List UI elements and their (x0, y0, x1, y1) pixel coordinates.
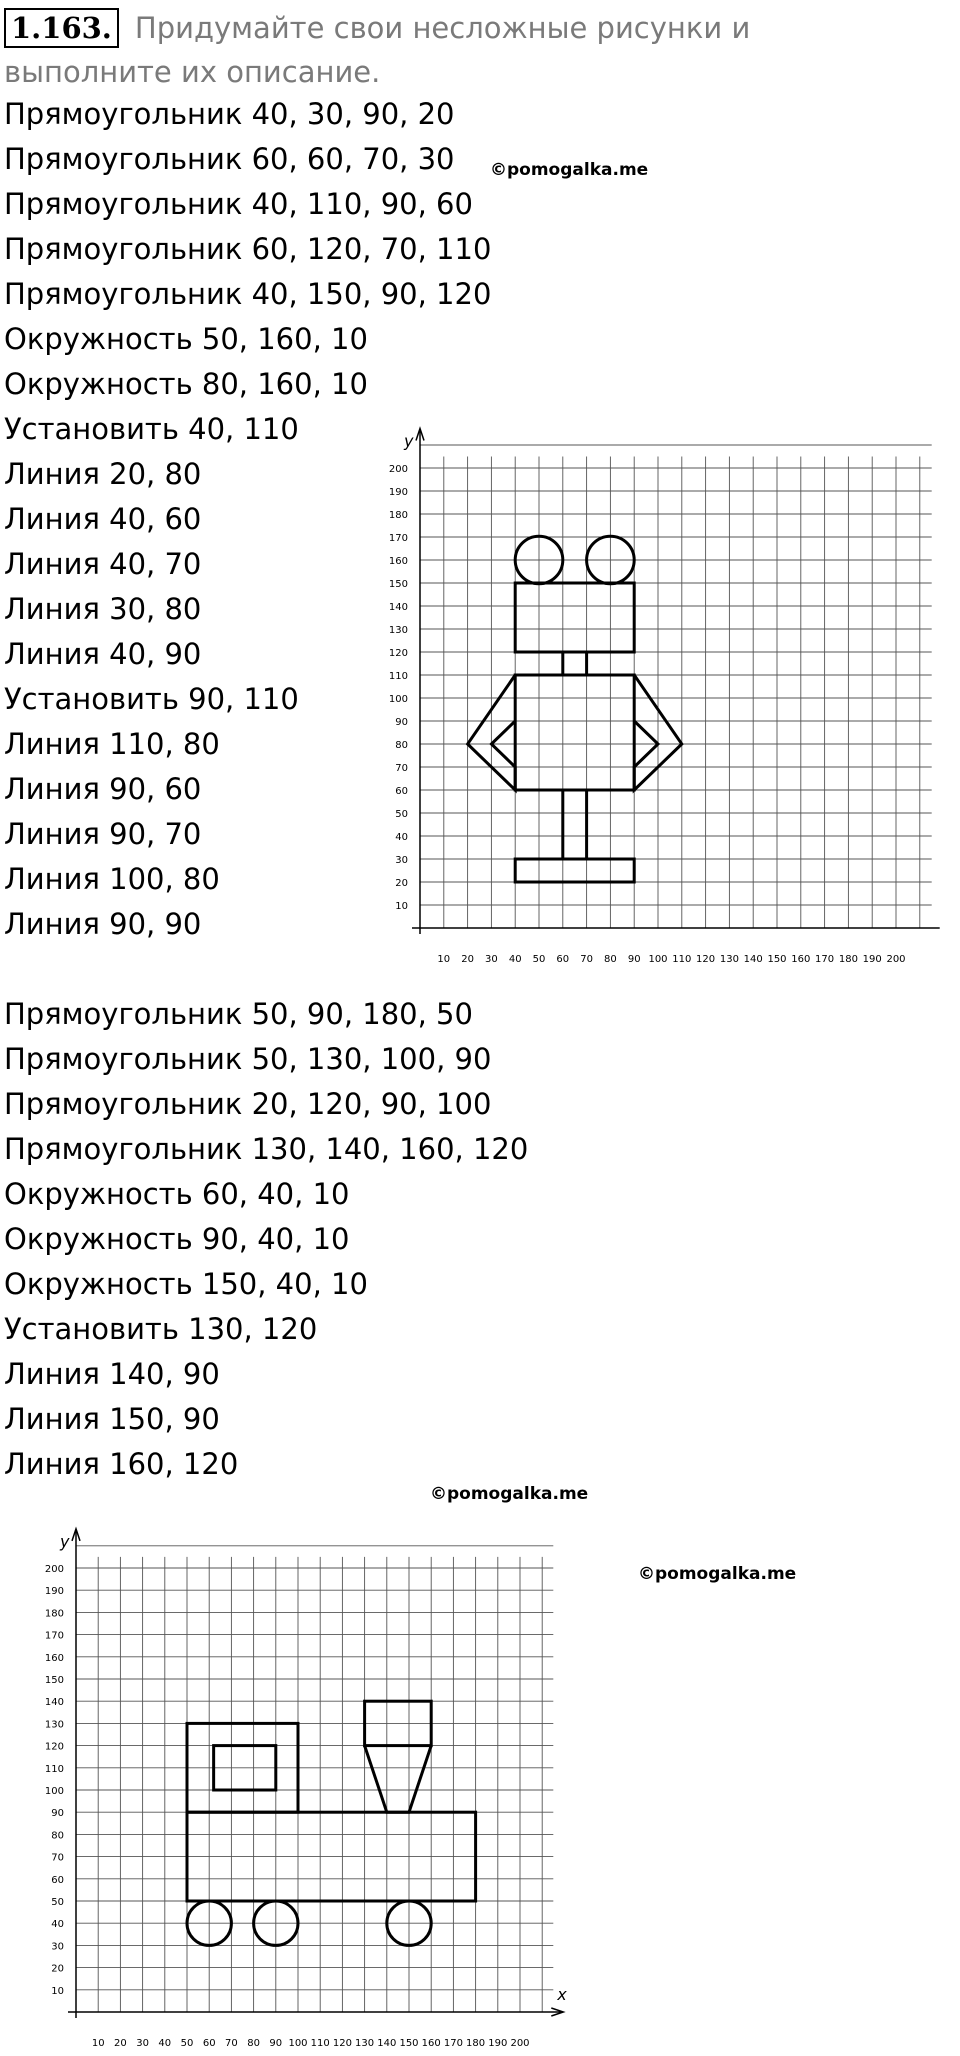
command-line: Линия 150, 90 (4, 1402, 220, 1436)
x-tick-label: 170 (443, 2038, 463, 2049)
y-tick-label: 190 (388, 487, 408, 498)
y-tick-label: 70 (395, 763, 408, 774)
rectangle-shape (515, 675, 634, 790)
x-tick-label: 90 (627, 954, 641, 965)
command-line: Прямоугольник 40, 30, 90, 20 (4, 97, 455, 131)
x-tick-label: 140 (377, 2038, 397, 2049)
y-tick-label: 20 (51, 1963, 64, 1975)
rectangle-shape (563, 790, 587, 859)
y-tick-label: 190 (44, 1586, 64, 1598)
x-tick-label: 150 (399, 2038, 419, 2049)
x-tick-label: 190 (862, 954, 882, 965)
command-line: Линия 30, 80 (4, 592, 202, 626)
y-tick-label: 130 (388, 625, 408, 636)
x-axis-label: x (557, 1985, 567, 2004)
x-tick-label: 110 (672, 954, 692, 965)
x-tick-label: 70 (225, 2038, 238, 2049)
x-tick-label: 190 (488, 2038, 508, 2049)
command-line: Окружность 50, 160, 10 (4, 322, 368, 356)
train-command-list (4, 992, 528, 1487)
y-tick-label: 40 (51, 1919, 64, 1931)
y-axis-label: y (60, 1531, 70, 1551)
command-line: Установить 40, 110 (4, 412, 299, 446)
x-tick-label: 20 (461, 954, 474, 965)
y-tick-label: 80 (395, 740, 408, 751)
command-line: Линия 40, 90 (4, 637, 202, 671)
x-tick-label: 120 (332, 2038, 352, 2049)
y-tick-label: 180 (388, 510, 408, 521)
x-tick-label: 160 (791, 954, 811, 965)
x-tick-label: 130 (719, 954, 739, 965)
y-tick-label: 170 (388, 533, 408, 544)
x-tick-label: 60 (202, 2038, 216, 2049)
x-tick-label: 80 (604, 954, 617, 965)
command-line: Линия 140, 90 (4, 1357, 220, 1391)
y-tick-label: 20 (395, 878, 408, 889)
task-text-line-1: Придумайте свои несложные рисунки и (134, 11, 751, 45)
y-tick-label: 70 (51, 1852, 64, 1864)
x-tick-label: 60 (556, 954, 570, 965)
task-number: 1.163. (4, 8, 119, 48)
command-line: Прямоугольник 50, 90, 180, 50 (4, 997, 473, 1031)
x-tick-label: 80 (247, 2038, 260, 2049)
command-line: Линия 40, 70 (4, 547, 202, 581)
command-line: Линия 20, 80 (4, 457, 202, 491)
x-tick-label: 40 (158, 2038, 172, 2049)
robot-figure (340, 418, 960, 974)
y-tick-label: 180 (44, 1608, 64, 1620)
y-tick-label: 50 (51, 1897, 64, 1908)
y-tick-label: 200 (44, 1564, 64, 1575)
command-line: Прямоугольник 60, 120, 70, 110 (4, 232, 492, 266)
watermark: ©pomogalka.me (430, 1484, 589, 1504)
y-tick-label: 150 (388, 579, 408, 590)
watermark: ©pomogalka.me (490, 160, 649, 180)
y-tick-label: 160 (44, 1652, 64, 1664)
y-tick-label: 120 (44, 1741, 64, 1753)
rectangle-shape (563, 652, 587, 675)
rectangle-shape (515, 583, 634, 652)
command-line: Окружность 60, 40, 10 (4, 1177, 350, 1211)
x-tick-label: 150 (767, 954, 787, 965)
y-tick-label: 60 (395, 786, 408, 797)
command-line: Прямоугольник 50, 130, 100, 90 (4, 1042, 492, 1076)
y-tick-label: 10 (395, 901, 408, 912)
y-tick-label: 160 (388, 556, 408, 567)
y-tick-label: 110 (388, 671, 408, 682)
y-tick-label: 150 (44, 1675, 64, 1686)
line-path (365, 1746, 432, 1813)
x-tick-label: 130 (355, 2038, 375, 2049)
command-line: Установить 130, 120 (4, 1312, 318, 1346)
x-tick-label: 200 (886, 954, 906, 965)
y-tick-label: 120 (388, 648, 408, 659)
command-line: Окружность 90, 40, 10 (4, 1222, 350, 1256)
x-tick-label: 140 (743, 954, 763, 965)
command-line: Установить 90, 110 (4, 682, 299, 716)
y-tick-label: 140 (388, 602, 408, 613)
watermark: ©pomogalka.me (638, 1564, 797, 1584)
y-tick-label: 50 (395, 809, 408, 820)
y-tick-label: 10 (51, 1985, 64, 1997)
x-tick-label: 200 (510, 2038, 530, 2049)
y-tick-label: 100 (44, 1786, 64, 1797)
task-header (4, 6, 954, 94)
x-tick-label: 170 (815, 954, 835, 965)
y-axis-label: y (404, 431, 414, 451)
x-tick-label: 10 (91, 2038, 105, 2049)
x-tick-label: 70 (580, 954, 593, 965)
command-line: Прямоугольник 20, 120, 90, 100 (4, 1087, 492, 1121)
x-tick-label: 120 (696, 954, 716, 965)
command-line: Прямоугольник 130, 140, 160, 120 (4, 1132, 529, 1166)
x-tick-label: 20 (114, 2038, 127, 2049)
command-line: Линия 40, 60 (4, 502, 202, 536)
x-tick-label: 160 (421, 2038, 441, 2049)
train-figure (0, 1512, 640, 2056)
task-text-line-2: выполните их описание. (4, 55, 381, 89)
x-tick-label: 10 (437, 954, 451, 965)
x-tick-label: 40 (508, 954, 522, 965)
y-tick-label: 90 (395, 717, 408, 728)
command-line: Окружность 150, 40, 10 (4, 1267, 368, 1301)
x-tick-label: 50 (532, 954, 546, 965)
x-tick-label: 180 (466, 2038, 486, 2049)
x-tick-label: 110 (310, 2038, 330, 2049)
x-tick-label: 100 (648, 954, 668, 965)
y-tick-label: 140 (44, 1697, 64, 1709)
command-line: Линия 100, 80 (4, 862, 220, 896)
y-tick-label: 30 (395, 855, 408, 866)
y-tick-label: 80 (51, 1830, 64, 1842)
x-tick-label: 50 (180, 2038, 194, 2049)
command-line: Линия 90, 60 (4, 772, 202, 806)
x-tick-label: 30 (485, 954, 498, 965)
x-tick-label: 90 (269, 2038, 283, 2049)
command-line: Линия 90, 70 (4, 817, 202, 851)
rectangle-shape (515, 859, 634, 882)
x-tick-label: 180 (838, 954, 858, 965)
y-tick-label: 100 (388, 694, 408, 705)
command-line: Линия 110, 80 (4, 727, 220, 761)
command-line: Прямоугольник 40, 110, 90, 60 (4, 187, 473, 221)
y-tick-label: 110 (44, 1763, 64, 1775)
command-line: Линия 160, 120 (4, 1447, 239, 1481)
command-line: Прямоугольник 60, 60, 70, 30 (4, 142, 455, 176)
y-tick-label: 90 (51, 1808, 64, 1820)
command-line: Прямоугольник 40, 150, 90, 120 (4, 277, 492, 311)
y-tick-label: 170 (44, 1630, 64, 1642)
y-tick-label: 130 (44, 1719, 64, 1731)
y-tick-label: 30 (51, 1941, 64, 1953)
command-line: Линия 90, 90 (4, 907, 202, 941)
y-tick-label: 200 (388, 464, 408, 475)
y-tick-label: 60 (51, 1874, 64, 1886)
x-tick-label: 30 (136, 2038, 149, 2049)
x-tick-label: 100 (288, 2038, 308, 2049)
command-line: Окружность 80, 160, 10 (4, 367, 368, 401)
y-tick-label: 40 (395, 832, 408, 843)
